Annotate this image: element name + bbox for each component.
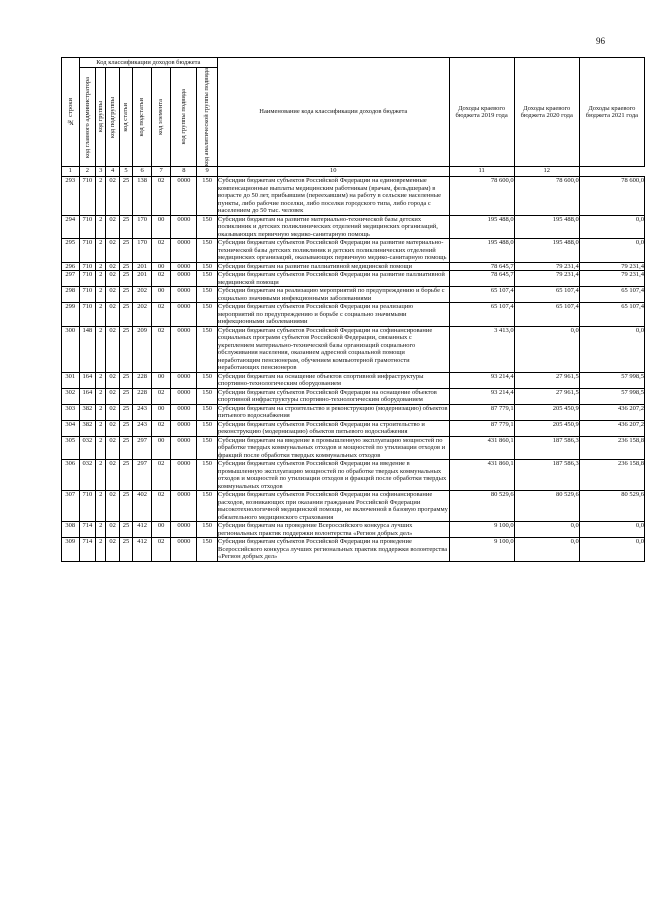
- table-row: [62, 522, 645, 538]
- group-code: 2: [96, 436, 106, 460]
- analytic-group-code: 150: [197, 436, 218, 460]
- admin-code: 710: [79, 271, 96, 287]
- element-code: 00: [151, 404, 171, 420]
- group-code: 2: [96, 177, 106, 216]
- subtype-group-code: 0000: [171, 303, 197, 327]
- subarticle-code: 243: [133, 420, 152, 436]
- analytic-group-code: 150: [197, 326, 218, 372]
- subgroup-code: 02: [106, 436, 119, 460]
- income-2021: 80 529,6: [579, 491, 644, 522]
- income-2020: 80 529,6: [514, 491, 579, 522]
- row-number: 293: [62, 177, 80, 216]
- income-2021: 65 107,4: [579, 303, 644, 327]
- analytic-group-code: 150: [197, 404, 218, 420]
- row-number: 302: [62, 388, 80, 404]
- income-2020: 195 488,0: [514, 215, 579, 239]
- income-2019: 78 600,0: [449, 177, 514, 216]
- page-number: 96: [596, 36, 605, 46]
- income-2021: 0,0: [579, 326, 644, 372]
- column-number: 12: [514, 167, 579, 177]
- admin-code: 164: [79, 372, 96, 388]
- admin-code: 032: [79, 436, 96, 460]
- income-2021: 57 998,5: [579, 372, 644, 388]
- subarticle-code: 170: [133, 215, 152, 239]
- column-number: 8: [171, 167, 197, 177]
- income-2020: 65 107,4: [514, 303, 579, 327]
- income-2020: 187 586,3: [514, 460, 579, 491]
- income-2020: 205 450,9: [514, 420, 579, 436]
- income-2019: 431 860,1: [449, 460, 514, 491]
- table-row: [62, 388, 645, 404]
- income-2021: 436 207,2: [579, 420, 644, 436]
- subtype-group-code: 0000: [171, 522, 197, 538]
- column-number: 11: [449, 167, 514, 177]
- row-number: 296: [62, 262, 80, 271]
- analytic-group-code: 150: [197, 239, 218, 263]
- group-code: 2: [96, 239, 106, 263]
- analytic-group-code: 150: [197, 522, 218, 538]
- subgroup-code: 02: [106, 271, 119, 287]
- income-2019: 78 645,7: [449, 271, 514, 287]
- table-row: [62, 436, 645, 460]
- article-code: 25: [119, 271, 132, 287]
- header-row-number: № строки: [62, 58, 80, 167]
- budget-income-table: [61, 57, 645, 562]
- group-code: 2: [96, 491, 106, 522]
- header-subarticle-code: код подстатьи: [133, 68, 152, 167]
- income-code-name: Субсидии бюджетам на оснащение объектов спортивной инфраструктуры спортивно-технологическим оборудованием: [218, 372, 450, 388]
- admin-code: 710: [79, 303, 96, 327]
- subarticle-code: 202: [133, 287, 152, 303]
- subtype-group-code: 0000: [171, 372, 197, 388]
- element-code: 02: [151, 538, 171, 562]
- subarticle-code: 297: [133, 460, 152, 491]
- income-code-name: Субсидии бюджетам на строительство и реконструкцию (модернизацию) объектов питьевого водоснабжения: [218, 404, 448, 420]
- header-income-2021: Доходы краевого бюджета 2021 года: [579, 58, 644, 167]
- header-subgroup-code: код подгруппы: [106, 68, 119, 167]
- income-2019: 9 100,0: [449, 538, 514, 562]
- analytic-group-code: 150: [197, 388, 218, 404]
- group-code: 2: [96, 303, 106, 327]
- subtype-group-code: 0000: [171, 388, 197, 404]
- admin-code: 148: [79, 326, 96, 372]
- subarticle-code: 297: [133, 436, 152, 460]
- article-code: 25: [119, 522, 132, 538]
- income-2020: 27 961,5: [514, 388, 579, 404]
- income-2021: 0,0: [579, 522, 644, 538]
- subgroup-code: 02: [106, 239, 119, 263]
- row-number: 298: [62, 287, 80, 303]
- income-2019: 431 860,1: [449, 436, 514, 460]
- subgroup-code: 02: [106, 215, 119, 239]
- subarticle-code: 412: [133, 538, 152, 562]
- subarticle-code: 138: [133, 177, 152, 216]
- subtype-group-code: 0000: [171, 177, 197, 216]
- column-number: 5: [119, 167, 132, 177]
- subtype-group-code: 0000: [171, 404, 197, 420]
- subgroup-code: 02: [106, 522, 119, 538]
- income-2021: 0,0: [579, 538, 644, 562]
- element-code: 00: [151, 372, 171, 388]
- income-2020: 0,0: [514, 522, 579, 538]
- table-row: [62, 491, 645, 522]
- column-number: 6: [133, 167, 152, 177]
- subtype-group-code: 0000: [171, 271, 197, 287]
- element-code: 02: [151, 420, 171, 436]
- subgroup-code: 02: [106, 388, 119, 404]
- column-number: 1: [62, 167, 80, 177]
- income-code-name: Субсидии бюджетам субъектов Российской Федерации на проведение Всероссийского конкурса лучших региональных практик поддержки волонтерства «Регион добрых дел»: [218, 538, 448, 561]
- subgroup-code: 02: [106, 372, 119, 388]
- subgroup-code: 02: [106, 404, 119, 420]
- article-code: 25: [119, 239, 132, 263]
- row-number: 305: [62, 436, 80, 460]
- header-income-2019: Доходы краевого бюджета 2019 года: [449, 58, 514, 167]
- analytic-group-code: 150: [197, 372, 218, 388]
- table-row: [62, 303, 645, 327]
- subarticle-code: 202: [133, 303, 152, 327]
- row-number: 301: [62, 372, 80, 388]
- subarticle-code: 402: [133, 491, 152, 522]
- subgroup-code: 02: [106, 491, 119, 522]
- subtype-group-code: 0000: [171, 420, 197, 436]
- subtype-group-code: 0000: [171, 215, 197, 239]
- group-code: 2: [96, 215, 106, 239]
- element-code: 00: [151, 522, 171, 538]
- income-code-name: Субсидии бюджетам на развитие материально-технической базы детских поликлиник и детских поликлинических отделений медицинских организаций, оказывающих первичную медико-санитарную помощь: [218, 215, 450, 239]
- income-2020: 0,0: [514, 326, 579, 372]
- row-number: 300: [62, 326, 80, 372]
- income-2021: 79 231,4: [579, 262, 644, 271]
- subtype-group-code: 0000: [171, 460, 197, 491]
- article-code: 25: [119, 491, 132, 522]
- subgroup-code: 02: [106, 177, 119, 216]
- header-analytic-group-code: код аналитической группы подвида: [197, 68, 218, 167]
- table-row: [62, 404, 645, 420]
- analytic-group-code: 150: [197, 538, 218, 562]
- element-code: 02: [151, 239, 171, 263]
- table-row: [62, 239, 645, 263]
- element-code: 00: [151, 436, 171, 460]
- income-2019: 93 214,4: [449, 388, 514, 404]
- income-2019: 65 107,4: [449, 303, 514, 327]
- element-code: 02: [151, 271, 171, 287]
- element-code: 00: [151, 287, 171, 303]
- admin-code: 032: [79, 460, 96, 491]
- row-number: 306: [62, 460, 80, 491]
- row-number: 294: [62, 215, 80, 239]
- analytic-group-code: 150: [197, 491, 218, 522]
- column-numbers-row: [62, 167, 645, 177]
- header-name: Наименование кода классификации доходов бюджета: [218, 58, 450, 167]
- income-code-name: Субсидии бюджетам на введение в промышленную эксплуатацию мощностей по обработке твердых коммунальных отходов и мощностей по утилизации отходов и фракций после обработки твердых коммунальных отходов: [218, 436, 450, 460]
- header-code-classification: Код классификации доходов бюджета: [79, 58, 217, 68]
- article-code: 25: [119, 326, 132, 372]
- income-2019: 78 645,7: [449, 262, 514, 271]
- row-number: 297: [62, 271, 80, 287]
- subarticle-code: 201: [133, 271, 152, 287]
- income-2020: 65 107,4: [514, 287, 579, 303]
- analytic-group-code: 150: [197, 271, 218, 287]
- subgroup-code: 02: [106, 287, 119, 303]
- admin-code: 714: [79, 522, 96, 538]
- income-2019: 80 529,6: [449, 491, 514, 522]
- article-code: 25: [119, 538, 132, 562]
- subtype-group-code: 0000: [171, 326, 197, 372]
- income-2021: 436 207,2: [579, 404, 644, 420]
- admin-code: 382: [79, 420, 96, 436]
- element-code: 02: [151, 491, 171, 522]
- subarticle-code: 170: [133, 239, 152, 263]
- income-2021: 236 158,8: [579, 436, 644, 460]
- row-number: 307: [62, 491, 80, 522]
- income-2019: 195 488,0: [449, 215, 514, 239]
- income-2020: 27 961,5: [514, 372, 579, 388]
- group-code: 2: [96, 287, 106, 303]
- subtype-group-code: 0000: [171, 239, 197, 263]
- income-2020: 187 586,3: [514, 436, 579, 460]
- subgroup-code: 02: [106, 262, 119, 271]
- table-row: [62, 326, 645, 372]
- group-code: 2: [96, 372, 106, 388]
- column-number: 9: [197, 167, 218, 177]
- subtype-group-code: 0000: [171, 287, 197, 303]
- income-2020: 79 231,4: [514, 262, 579, 271]
- income-2020: 205 450,9: [514, 404, 579, 420]
- admin-code: 710: [79, 239, 96, 263]
- header-element-code: код элемента: [151, 68, 171, 167]
- header-subtype-group-code: код группы подвида: [171, 68, 197, 167]
- column-number: 3: [96, 167, 106, 177]
- income-code-name: Субсидии бюджетам субъектов Российской Федерации на развитие материально-технической базы детских поликлиник и детских поликлинических отделений медицинских организаций, оказывающих первичную медико-санитарную помощь: [218, 239, 450, 263]
- income-code-name: Субсидии бюджетам на реализацию мероприятий по предупреждению и борьбе с социально значимыми инфекционными заболеваниями: [218, 287, 450, 303]
- table-row: [62, 420, 645, 436]
- admin-code: 710: [79, 262, 96, 271]
- subtype-group-code: 0000: [171, 262, 197, 271]
- row-number: 309: [62, 538, 80, 562]
- group-code: 2: [96, 326, 106, 372]
- income-2019: 87 779,1: [449, 404, 514, 420]
- analytic-group-code: 150: [197, 262, 218, 271]
- article-code: 25: [119, 460, 132, 491]
- analytic-group-code: 150: [197, 215, 218, 239]
- table-row: [62, 460, 645, 491]
- income-2019: 93 214,4: [449, 372, 514, 388]
- article-code: 25: [119, 303, 132, 327]
- subtype-group-code: 0000: [171, 491, 197, 522]
- admin-code: 710: [79, 287, 96, 303]
- income-2021: 0,0: [579, 239, 644, 263]
- header-group-code: код группы: [96, 68, 106, 167]
- income-code-name: Субсидии бюджетам субъектов Российской Федерации на строительство и реконструкцию (модернизацию) объектов питьевого водоснабжения: [218, 420, 450, 436]
- table-row: [62, 262, 645, 271]
- income-code-name: Субсидии бюджетам субъектов Российской Федерации на оснащение объектов спортивной инфраструктуры спортивно-технологическим оборудованием: [218, 388, 450, 404]
- income-2021: 57 998,5: [579, 388, 644, 404]
- column-number: 2: [79, 167, 96, 177]
- group-code: 2: [96, 271, 106, 287]
- element-code: 02: [151, 177, 171, 216]
- table-row: [62, 215, 645, 239]
- income-code-name: Субсидии бюджетам субъектов Российской Федерации на софинансирование социальных программ субъектов Российской Федерации, связанных с укреплением материально-технической базы организаций социального обслуживания населения, оказанием адресной социальной помощи неработающим пенсионерам, обучением компьютерной грамотности неработающих пенсионеров: [218, 326, 450, 372]
- table-row: [62, 177, 645, 216]
- article-code: 25: [119, 436, 132, 460]
- column-number: 10: [218, 167, 450, 177]
- income-2021: 78 600,0: [579, 177, 644, 216]
- analytic-group-code: 150: [197, 303, 218, 327]
- subgroup-code: 02: [106, 303, 119, 327]
- group-code: 2: [96, 420, 106, 436]
- analytic-group-code: 150: [197, 177, 218, 216]
- income-2019: 9 100,0: [449, 522, 514, 538]
- group-code: 2: [96, 262, 106, 271]
- income-code-name: Субсидии бюджетам субъектов Российской Федерации на введение в промышленную эксплуатацию мощностей по обработке твердых коммунальных отходов и мощностей по утилизации отходов и фракций после обработки твердых коммунальных отходов: [218, 460, 450, 491]
- income-2020: 0,0: [514, 538, 579, 562]
- group-code: 2: [96, 460, 106, 491]
- table-row: [62, 287, 645, 303]
- income-code-name: Субсидии бюджетам субъектов Российской Федерации на развитие паллиативной медицинской помощи: [218, 271, 450, 287]
- income-2020: 78 600,0: [514, 177, 579, 216]
- subarticle-code: 412: [133, 522, 152, 538]
- subtype-group-code: 0000: [171, 538, 197, 562]
- analytic-group-code: 150: [197, 460, 218, 491]
- subgroup-code: 02: [106, 420, 119, 436]
- admin-code: 710: [79, 215, 96, 239]
- table-row: [62, 372, 645, 388]
- income-2021: 0,0: [579, 215, 644, 239]
- subgroup-code: 02: [106, 460, 119, 491]
- header-article-code: код статьи: [119, 68, 132, 167]
- subarticle-code: 243: [133, 404, 152, 420]
- income-code-name: Субсидии бюджетам субъектов Российской Федерации на реализацию мероприятий по предупреждению и борьбе с социально значимыми инфекционными заболеваниями: [218, 303, 450, 327]
- header-income-2020: Доходы краевого бюджета 2020 года: [514, 58, 579, 167]
- income-2019: 87 779,1: [449, 420, 514, 436]
- group-code: 2: [96, 538, 106, 562]
- subgroup-code: 02: [106, 538, 119, 562]
- income-2020: 79 231,4: [514, 271, 579, 287]
- header-admin-code: код главного администратора: [79, 68, 96, 167]
- admin-code: 710: [79, 491, 96, 522]
- element-code: 02: [151, 326, 171, 372]
- group-code: 2: [96, 404, 106, 420]
- row-number: 303: [62, 404, 80, 420]
- admin-code: 710: [79, 177, 96, 216]
- subarticle-code: 228: [133, 372, 152, 388]
- element-code: 02: [151, 303, 171, 327]
- income-code-name: Субсидии бюджетам на развитие паллиативной медицинской помощи: [218, 262, 450, 271]
- subgroup-code: 02: [106, 326, 119, 372]
- subtype-group-code: 0000: [171, 436, 197, 460]
- article-code: 25: [119, 388, 132, 404]
- element-code: 02: [151, 388, 171, 404]
- article-code: 25: [119, 404, 132, 420]
- table-row: [62, 271, 645, 287]
- column-number: 4: [106, 167, 119, 177]
- subarticle-code: 228: [133, 388, 152, 404]
- admin-code: 164: [79, 388, 96, 404]
- income-code-name: Субсидии бюджетам на проведение Всероссийского конкурса лучших региональных практик поддержки волонтерства «Регион добрых дел»: [218, 522, 450, 538]
- article-code: 25: [119, 177, 132, 216]
- article-code: 25: [119, 215, 132, 239]
- income-2019: 3 413,0: [449, 326, 514, 372]
- element-code: 02: [151, 460, 171, 491]
- subarticle-code: 201: [133, 262, 152, 271]
- income-2019: 195 488,0: [449, 239, 514, 263]
- analytic-group-code: 150: [197, 287, 218, 303]
- group-code: 2: [96, 522, 106, 538]
- row-number: 308: [62, 522, 80, 538]
- income-code-name: Субсидии бюджетам субъектов Российской Федерации на единовременные компенсационные выплаты медицинским работникам (врачам, фельдшерам) в возрасте до 50 лет, прибывшим (переехавшим) на работу в сельские населенные пункты, либо рабочие поселки, либо поселки городского типа, либо города с населением до 50 тыс. человек: [218, 177, 450, 216]
- admin-code: 382: [79, 404, 96, 420]
- element-code: 00: [151, 262, 171, 271]
- column-number: 7: [151, 167, 171, 177]
- analytic-group-code: 150: [197, 420, 218, 436]
- article-code: 25: [119, 262, 132, 271]
- income-2020: 195 488,0: [514, 239, 579, 263]
- table-body: [62, 177, 645, 562]
- article-code: 25: [119, 372, 132, 388]
- table-row: [62, 538, 645, 562]
- subarticle-code: 209: [133, 326, 152, 372]
- element-code: 00: [151, 215, 171, 239]
- article-code: 25: [119, 287, 132, 303]
- income-2019: 65 107,4: [449, 287, 514, 303]
- income-2021: 236 158,8: [579, 460, 644, 491]
- income-code-name: Субсидии бюджетам субъектов Российской Федерации на софинансирование расходов, возникающих при оказании гражданам Российской Федерации высокотехнологичной медицинской помощи, не включенной в базовую программу обязательного медицинского страхования: [218, 491, 448, 521]
- row-number: 299: [62, 303, 80, 327]
- income-2021: 65 107,4: [579, 287, 644, 303]
- article-code: 25: [119, 420, 132, 436]
- admin-code: 714: [79, 538, 96, 562]
- income-2021: 79 231,4: [579, 271, 644, 287]
- group-code: 2: [96, 388, 106, 404]
- row-number: 304: [62, 420, 80, 436]
- row-number: 295: [62, 239, 80, 263]
